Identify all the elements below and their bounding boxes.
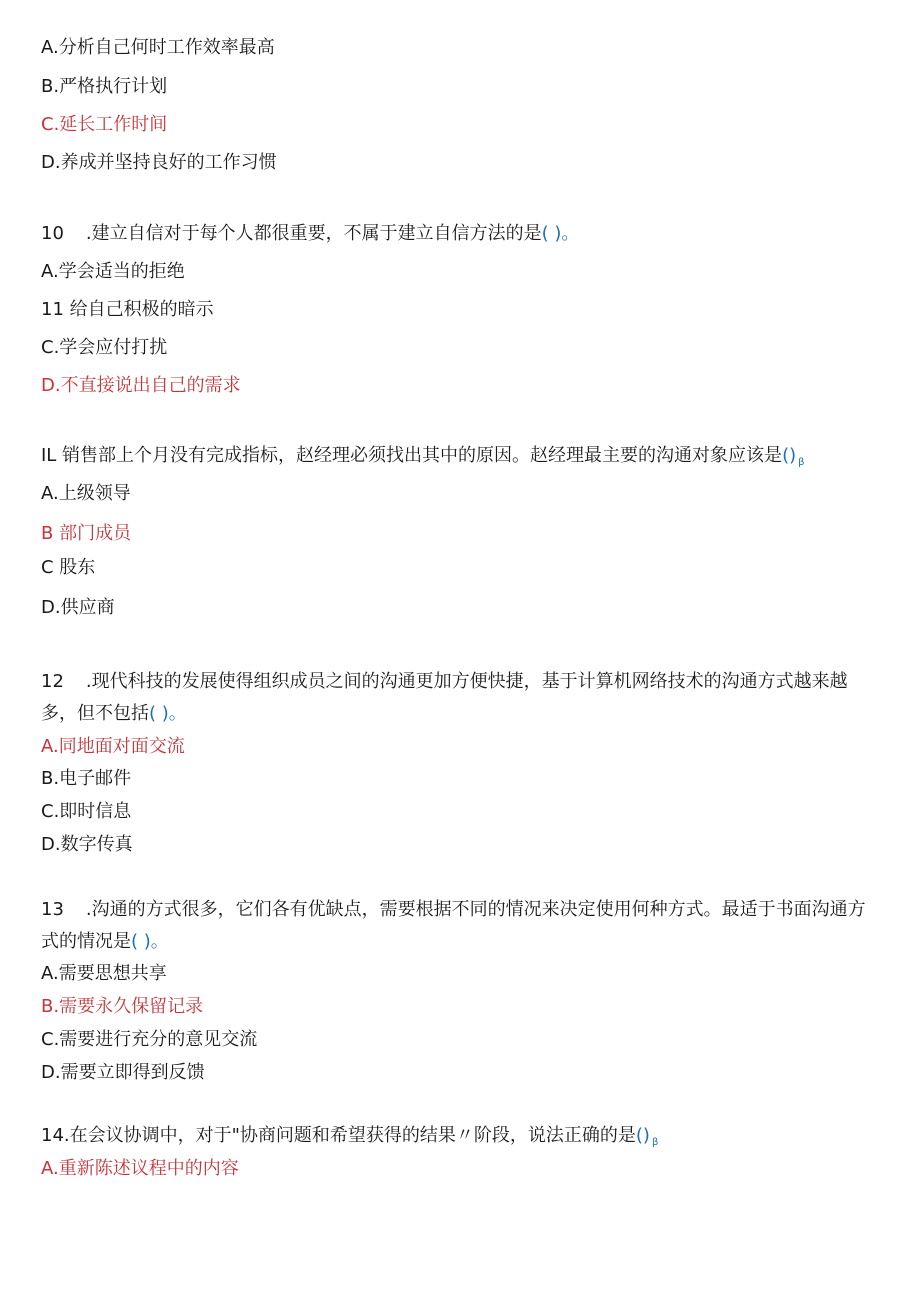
q12-option-a-answer: A.同地面对面交流: [41, 736, 185, 757]
q11-paren: (): [782, 445, 797, 466]
q13-option-a: A.需要思想共享: [41, 963, 167, 984]
q11-option-b-answer: B 部门成员: [41, 523, 132, 544]
q12-number: 12: [41, 671, 64, 692]
q14-stem: [41, 1124, 658, 1155]
q14-text: 14.在会议协调中，对于"协商问题和希望获得的结果〃阶段，说法正确的是: [41, 1125, 636, 1146]
q13-text-line2: 式的情况是: [41, 931, 131, 952]
q10-text: .建立自信对于每个人都很重要，不属于建立自信方法的是: [85, 223, 542, 244]
q13-number: 13: [41, 899, 64, 920]
q12-text-line1: .现代科技的发展使得组织成员之间的沟通更加方便快捷，基于计算机网络技术的沟通方式越来越: [85, 671, 848, 692]
q9-option-a: A.分析自己何时工作效率最高: [41, 37, 275, 58]
q12-option-d: D.数字传真: [41, 834, 133, 855]
q12-text-line2: 多，但不包括: [41, 703, 149, 724]
q10-stem: [41, 222, 579, 246]
q11-mark: β: [798, 457, 805, 468]
q10-option-a: A.学会适当的拒绝: [41, 261, 185, 282]
q10-option-c: C.学会应付打扰: [41, 337, 168, 358]
q11-option-c: C 股东: [41, 557, 96, 578]
q9-option-d: D.养成并坚持良好的工作习惯: [41, 152, 277, 173]
q13-text-line1: .沟通的方式很多，它们各有优缺点，需要根据不同的情况来决定使用何种方式。最适于书面沟通方: [85, 899, 866, 920]
q14-paren: (): [635, 1125, 650, 1146]
q12-option-b: B.电子邮件: [41, 768, 132, 789]
q10-option-d-answer: D.不直接说出自己的需求: [41, 375, 241, 396]
q12-stem-line2: [41, 702, 187, 726]
q9-option-c-answer: C.延长工作时间: [41, 114, 168, 135]
q10-option-b: 11 给自己积极的暗示: [41, 299, 214, 320]
q12-end: 。: [168, 703, 187, 724]
q12-option-c: C.即时信息: [41, 801, 132, 822]
q13-stem-line1: [41, 898, 866, 922]
q12-stem-line1: [41, 670, 848, 694]
q11-text: IL 销售部上个月没有完成指标，赵经理必须找出其中的原因。赵经理最主要的沟通对象应该是: [41, 445, 783, 466]
q11-option-d: D.供应商: [41, 597, 115, 618]
q11-option-a: A.上级领导: [41, 483, 131, 504]
q9-option-b: B.严格执行计划: [41, 76, 168, 97]
q11-stem: [41, 444, 805, 475]
q13-end: 。: [150, 931, 169, 952]
q10-number: 10: [41, 223, 64, 244]
q13-stem-line2: [41, 930, 169, 954]
q10-end: 。: [561, 223, 580, 244]
q13-option-c: C.需要进行充分的意见交流: [41, 1029, 258, 1050]
q14-mark: β: [651, 1137, 659, 1148]
q10-paren: ( ): [541, 223, 562, 244]
q14-option-a-answer: A.重新陈述议程中的内容: [41, 1158, 239, 1179]
q13-option-d: D.需要立即得到反馈: [41, 1062, 205, 1083]
q12-paren: ( ): [149, 703, 169, 724]
q13-option-b-answer: B.需要永久保留记录: [41, 996, 204, 1017]
q13-paren: ( ): [131, 931, 151, 952]
